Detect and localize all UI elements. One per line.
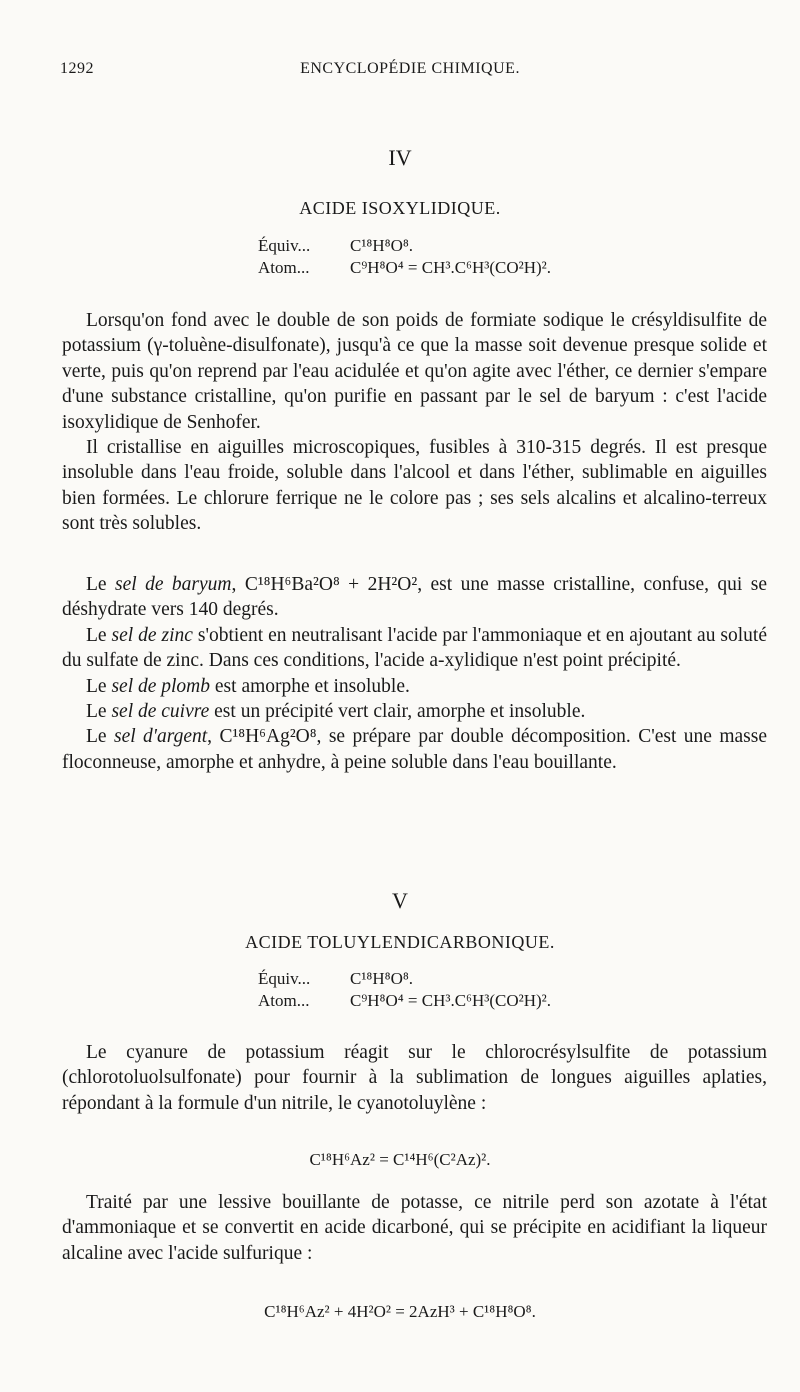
page-number: 1292	[60, 60, 94, 77]
atom-label: Atom...	[258, 258, 310, 277]
salt-name: sel d'argent	[113, 726, 208, 748]
atom-formula-row	[258, 990, 551, 1012]
section-v-formulas	[258, 968, 551, 1012]
paragraph: Il cristallise en aiguilles microscopiques, fusibles à 310-315 degrés. Il est presque insoluble dans l'eau froide, soluble dans l'alcool et dans l'éther, sublimable en aiguilles bien formées. Le chlorure ferrique ne le colore pas ; ses sels alcalins et alcalino-terreux sont très solubles.	[62, 437, 767, 535]
running-title: ENCYCLOPÉDIE CHIMIQUE.	[300, 60, 520, 77]
salt-name: sel de cuivre	[111, 701, 210, 723]
paragraph: Le cyanure de potassium réagit sur le chlorocrésylsulfite de potassium (chlorotoluolsulfonate) pour fournir à la sublimation de longues aiguilles aplaties, répondant à la formule d'un nitrile, le cyanotoluylène :	[62, 1042, 767, 1114]
atom-formula: C⁹H⁸O⁴ = CH³.C⁶H³(CO²H)².	[350, 991, 552, 1010]
salt-name: sel de plomb	[111, 675, 211, 697]
salt-name: sel de baryum	[115, 574, 232, 595]
salt-paragraph: Le sel d'argent, C¹⁸H⁶Ag²O⁸, se prépare par double décomposition. C'est une masse floconneuse, amorphe et anhydre, à peine soluble dans l'eau bouillante.	[62, 726, 767, 773]
salt-paragraph: Le sel de baryum, C¹⁸H⁶Ba²O⁸ + 2H²O², est une masse cristalline, confuse, qui se déshydrate vers 140 degrés.	[62, 574, 767, 621]
equation-2: C¹⁸H⁶Az² + 4H²O² = 2AzH³ + C¹⁸H⁸O⁸.	[264, 1302, 536, 1321]
page-header	[60, 60, 760, 84]
section-iv-body	[62, 308, 767, 537]
salt-paragraph: Le sel de cuivre est un précipité vert clair, amorphe et insoluble.	[86, 701, 586, 723]
section-iv-formulas	[258, 235, 551, 279]
atom-label: Atom...	[258, 991, 310, 1010]
equation-1: C¹⁸H⁶Az² = C¹⁴H⁶(C²Az)².	[309, 1150, 491, 1169]
equiv-formula: C¹⁸H⁸O⁸.	[350, 969, 414, 988]
equiv-formula-row	[258, 968, 551, 990]
section-iv-title: ACIDE ISOXYLIDIQUE.	[299, 198, 501, 218]
equiv-formula: C¹⁸H⁸O⁸.	[350, 236, 414, 255]
section-iv-numeral: IV	[388, 145, 412, 170]
salt-paragraph: Le sel de zinc s'obtient en neutralisant l'acide par l'ammoniaque et en ajoutant au soluté du sulfate de zinc. Dans ces conditions, l'acide a-xylidique n'est point précipité.	[62, 624, 767, 672]
section-v-title: ACIDE TOLUYLENDICARBONIQUE.	[245, 932, 555, 952]
section-v-paragraph-2	[62, 1190, 767, 1266]
paragraph: Traité par une lessive bouillante de potasse, ce nitrile perd son azotate à l'état d'ammoniaque et se convertit en acide dicarboné, qui se précipite en acidifiant la liqueur alcaline avec l'acide sulfurique :	[62, 1192, 767, 1264]
equiv-label: Équiv...	[258, 969, 311, 988]
salt-paragraph: Le sel de plomb est amorphe et insoluble.	[86, 675, 410, 697]
atom-formula-row	[258, 257, 551, 279]
atom-formula: C⁹H⁸O⁴ = CH³.C⁶H³(CO²H)².	[350, 258, 552, 277]
section-v-paragraph-1	[62, 1040, 767, 1116]
paragraph: Lorsqu'on fond avec le double de son poids de formiate sodique le crésyldisulfite de potassium (γ-toluène-disulfonate), jusqu'à ce que la masse soit devenue presque solide et verte, puis qu'on reprend par l'eau acidulée et qu'on agite avec l'éther, ce dernier s'empare d'une substance cristalline, qu'on purifie en passant par le sel de baryum : c'est l'acide isoxylidique de Senhofer.	[62, 310, 767, 433]
section-iv-salts	[62, 572, 767, 775]
salt-name: sel de zinc	[111, 624, 193, 646]
section-v-numeral: V	[392, 888, 408, 913]
equiv-formula-row	[258, 235, 551, 257]
equiv-label: Équiv...	[258, 236, 311, 255]
